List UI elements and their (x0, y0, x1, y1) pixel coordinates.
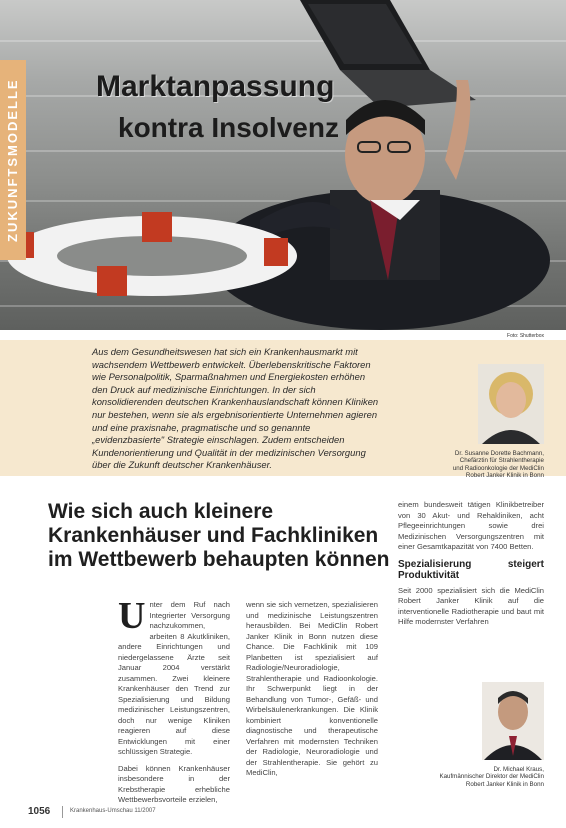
title-line-2: kontra Insolvenz (118, 112, 339, 143)
column-3: einem bundesweit tätigen Klinikbetreiber von 30 Akut- und Rehakliniken, acht Pflegeeinrichtungen sowie drei Medizinischen Versorgungszentren mit einer Gesamtkapazität von 7400 Betten. Spezialisierung steigert Produktivität Seit 2000 spezialisiert sich die MediClin Robert Janker Klinik auf die interventionelle Radiotherapie und baut mit Hilfe modernster Verfahren (398, 500, 544, 626)
hero-image (0, 0, 566, 330)
footer-divider (62, 806, 63, 818)
photo-credit: Foto: Shutterbox (507, 333, 544, 339)
portrait-bachmann-caption: Dr. Susanne Dorette Bachmann, Chefärztin für Strahlentherapie und Radioonkologie der MediClin Robert Janker Klinik in Bonn (452, 450, 544, 480)
lead-text: Aus dem Gesundheitswesen hat sich ein Krankenhausmarkt mit wachsendem Wettbewerb entwickelt. Überlebenskritische Faktoren wie Personalpolitik, Sparmaßnahmen und Energiekosten erhöhen den Druck auf medizinische Einrichtungen. In der sich konsolidierenden deutschen Krankenhauslandschaft können Kliniken nur bestehen, wenn sie als ergebnisorientierte Unternehmen agieren und eine praxisnahe, pragmatische und so genannte „evidenzbasierte" Strategie einschlagen. Zudem entscheiden Kundenorientierung und Qualität in der medizinischen Versorgung über die Zukunft deutscher Krankenhäuser. (92, 346, 379, 471)
portrait-kraus (482, 682, 544, 760)
column-1: Unter dem Ruf nach Integrierter Versorgung nachzukommen, arbeiten 8 Akutkliniken, andere Einrichtungen und niedergelassene Ärzte seit Januar 2004 verstärkt zusammen. Zwei kleinere Krankenhäuser den Trend zur Spezialisierung und Bildung medizinischer Leistungszentren, doch nur wenige Kliniken reagieren auf diese Entwicklungen mit einer schlüssigen Strategie. Dabei können Krankenhäuser insbesondere in der Krebstherapie erhebliche Wettbewerbsvorteile erzielen, (118, 595, 230, 804)
dropcap: U (118, 595, 146, 637)
lifebuoy-image (2, 208, 302, 298)
page-number: 1056 (28, 806, 51, 817)
section-label: ZUKUNFTSMODELLE (0, 60, 26, 260)
column-2: wenn sie sich vernetzen, spezialisieren und medizinische Leistungszentren herausbilden. Bei MediClin Robert Janker Klinik in Bonn nutzen diese Chance. Die Fachklinik mit 109 Planbetten ist spezialisiert auf Radiologie/Neuroradiologie, Strahlentherapie und Radioonkologie. Ihr Schwerpunkt liegt in der Behandlung von Tumor-, Gefäß- und Wirbelsäulenerkrankungen. Die Klinik kombiniert konventionelle diagnostische und therapeutische Verfahren mit modernsten Techniken der Radiologie, Neuroradiologie und der Strahlentherapie. Sie gehört zu MediClin, (246, 600, 378, 777)
portrait-bachmann (478, 364, 544, 444)
subhead: Spezialisierung steigert Produktivität (398, 558, 544, 581)
publication-name: Krankenhaus-Umschau 11/2007 (70, 808, 156, 814)
title-line-1: Marktanpassung (96, 70, 335, 103)
article-headline: Wie sich auch kleinere Krankenhäuser und Fachkliniken im Wettbewerb behaupten können (48, 500, 390, 571)
portrait-kraus-caption: Dr. Michael Kraus, Kaufmännischer Direktor der MediClin Robert Janker Klinik in Bonn (439, 766, 544, 788)
